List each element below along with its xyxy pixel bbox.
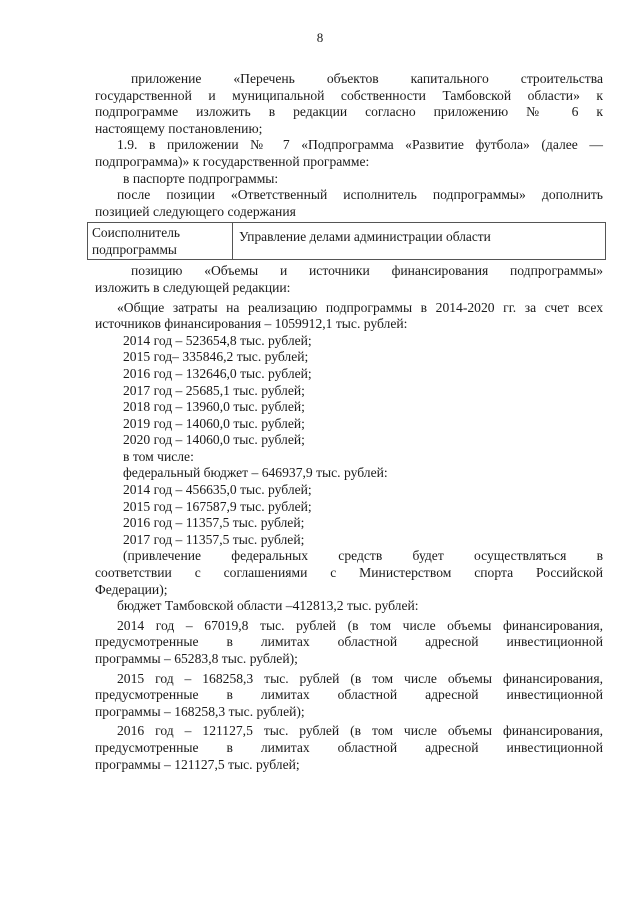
paragraph-regional-2016 — [95, 723, 603, 773]
text-line: приложение «Перечень объектов капитального строительства — [131, 71, 603, 86]
text-line: после позиции «Ответственный исполнитель подпрограммы» дополнить — [117, 187, 603, 203]
text-line: (привлечение федеральных средств будет осуществляться в — [123, 548, 603, 564]
table-cell-value: Управление делами администрации области — [239, 229, 491, 245]
list-item: 2018 год – 13960,0 тыс. рублей; — [123, 399, 305, 415]
text-line: государственной и муниципальной собственности Тамбовской области» к — [95, 87, 603, 103]
text-line: настоящему постановлению; — [95, 120, 263, 136]
paragraph-volumes — [95, 263, 603, 296]
text-line: бюджет Тамбовской области –412813,2 тыс. рублей: — [117, 598, 419, 614]
text-line: Федерации); — [95, 581, 168, 597]
text-line: в том числе: — [123, 448, 194, 464]
text-line: «Общие затраты на реализацию подпрограммы в 2014-2020 гг. за счет всех — [117, 299, 603, 315]
text-line: программы – 65283,8 тыс. рублей); — [95, 651, 298, 666]
paragraph-1-9 — [95, 137, 603, 170]
text-line: программы – 121127,5 тыс. рублей; — [95, 756, 300, 772]
text-line: предусмотренные в лимитах областной адресной инвестиционной — [95, 634, 603, 650]
text-line: федеральный бюджет – 646937,9 тыс. рублей: — [123, 465, 388, 481]
coexecutor-table — [87, 222, 606, 260]
table-cell-label — [88, 223, 233, 259]
list-item: 2020 год – 14060,0 тыс. рублей; — [123, 432, 305, 448]
document-body — [92, 71, 603, 773]
text-line: позицию «Объемы и источники финансирования подпрограммы» — [131, 263, 603, 279]
text-line: 1.9. в приложении № 7 «Подпрограмма «Развитие футбола» (далее — — [117, 137, 603, 153]
paragraph-after-position — [95, 187, 603, 220]
list-item: 2014 год – 456635,0 тыс. рублей; — [123, 482, 312, 498]
list-item: 2016 год – 11357,5 тыс. рублей; — [123, 515, 305, 531]
text-line: соответствии с соглашениями с Министерством спорта Российской — [95, 565, 603, 581]
text-line: в паспорте подпрограммы: — [123, 170, 279, 186]
paragraph-passport — [95, 171, 603, 188]
paragraph-appendix-6 — [95, 71, 603, 137]
paragraph-regional — [95, 598, 603, 615]
table-label-line: подпрограммы — [92, 242, 177, 258]
text-line: подпрограмме изложить в редакции согласно приложению № 6 к — [95, 104, 603, 120]
text-line: изложить в следующей редакции: — [95, 279, 291, 295]
paragraph-regional-2015 — [95, 671, 603, 721]
list-years-total — [95, 333, 603, 549]
text-line: программы – 168258,3 тыс. рублей); — [95, 703, 305, 719]
list-item: 2015 год– 335846,2 тыс. рублей; — [123, 349, 309, 365]
table-label-line: Соисполнитель — [92, 225, 181, 241]
list-item: 2017 год – 25685,1 тыс. рублей; — [123, 382, 305, 398]
page-number: 8 — [316, 30, 324, 45]
text-line: предусмотренные в лимитах областной адресной инвестиционной — [95, 687, 603, 703]
text-line: 2014 год – 67019,8 тыс. рублей (в том числе объемы финансирования, — [117, 617, 603, 633]
text-line: источников финансирования – 1059912,1 тыс. рублей: — [95, 316, 408, 332]
text-line: 2015 год – 168258,3 тыс. рублей (в том числе объемы финансирования, — [117, 670, 603, 686]
text-line: позицией следующего содержания — [95, 203, 296, 219]
paragraph-total — [95, 300, 603, 333]
text-line: 2016 год – 121127,5 тыс. рублей (в том числе объемы финансирования, — [117, 723, 603, 739]
list-item: 2019 год – 14060,0 тыс. рублей; — [123, 415, 305, 431]
list-item: 2016 год – 132646,0 тыс. рублей; — [123, 365, 312, 381]
list-item: 2014 год – 523654,8 тыс. рублей; — [123, 332, 312, 348]
text-line: подпрограмма)» к государственной программе: — [95, 153, 370, 169]
list-item: 2015 год – 167587,9 тыс. рублей; — [123, 498, 312, 514]
paragraph-federal-note — [95, 548, 603, 598]
list-item: 2017 год – 11357,5 тыс. рублей; — [123, 531, 305, 547]
text-line: предусмотренные в лимитах областной адресной инвестиционной — [95, 739, 603, 755]
paragraph-regional-2014 — [95, 618, 603, 668]
